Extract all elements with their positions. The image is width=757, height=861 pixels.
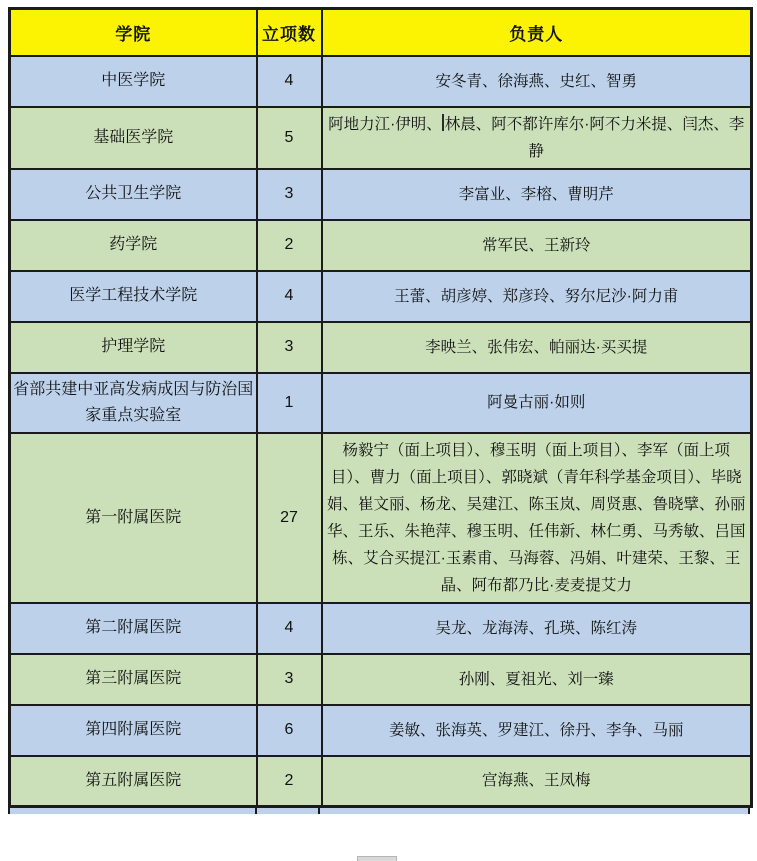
table-row xyxy=(10,603,752,654)
college-cell[interactable]: 第三附属医院 xyxy=(10,654,257,705)
count-cell[interactable]: 1 xyxy=(257,373,322,433)
college-cell[interactable]: 第一附属医院 xyxy=(10,433,257,603)
table-body xyxy=(10,56,752,807)
table-row xyxy=(10,373,752,433)
count-cell[interactable]: 5 xyxy=(257,107,322,169)
persons-cell[interactable]: 孙刚、夏祖光、刘一臻 xyxy=(322,654,752,705)
partial-cell-count xyxy=(257,808,320,814)
persons-text-after-cursor: 林晨、阿不都许库尔·阿不力米提、闫杰、李静 xyxy=(444,115,745,160)
persons-cell[interactable]: 常军民、王新玲 xyxy=(322,220,752,271)
college-cell[interactable]: 中医学院 xyxy=(10,56,257,107)
table-row xyxy=(10,705,752,756)
college-cell[interactable]: 第五附属医院 xyxy=(10,756,257,807)
table-header xyxy=(10,9,752,56)
header-row xyxy=(10,9,752,56)
college-cell[interactable]: 基础医学院 xyxy=(10,107,257,169)
table-row xyxy=(10,654,752,705)
persons-cell[interactable]: 李富业、李榕、曹明芹 xyxy=(322,169,752,220)
table-row xyxy=(10,433,752,603)
persons-text-before-cursor: 阿地力江·伊明、 xyxy=(328,115,442,133)
count-cell[interactable]: 2 xyxy=(257,756,322,807)
table-row xyxy=(10,169,752,220)
column-header-persons[interactable]: 负责人 xyxy=(322,9,752,56)
persons-cell[interactable]: 安冬青、徐海燕、史红、智勇 xyxy=(322,56,752,107)
persons-cell[interactable]: 李映兰、张伟宏、帕丽达·买买提 xyxy=(322,322,752,373)
table-row xyxy=(10,56,752,107)
table-row xyxy=(10,220,752,271)
college-cell[interactable]: 第四附属医院 xyxy=(10,705,257,756)
count-cell[interactable]: 3 xyxy=(257,322,322,373)
count-cell[interactable]: 4 xyxy=(257,56,322,107)
table-row xyxy=(10,756,752,807)
college-cell[interactable]: 第二附属医院 xyxy=(10,603,257,654)
persons-cell[interactable]: 姜敏、张海英、罗建江、徐丹、李争、马丽 xyxy=(322,705,752,756)
partial-cell-college xyxy=(10,808,257,814)
college-cell[interactable]: 医学工程技术学院 xyxy=(10,271,257,322)
count-cell[interactable]: 3 xyxy=(257,654,322,705)
persons-cell[interactable]: 杨毅宁（面上项目）、穆玉明（面上项目）、李军（面上项目）、曹力（面上项目）、郭晓斌（青年科学基金项目）、毕晓娟、崔文丽、杨龙、吴建江、陈玉岚、周贤惠、鲁晓擘、孙丽华、王乐、朱艳萍、穆玉明、任伟新、林仁勇、马秀敏、吕国栋、艾合买提江·玉素甫、马海蓉、冯娟、叶建荣、王黎、王晶、阿布都乃比·麦麦提艾力 xyxy=(322,433,752,603)
persons-cell[interactable]: 王蕾、胡彦婷、郑彦玲、努尔尼沙·阿力甫 xyxy=(322,271,752,322)
college-cell[interactable]: 护理学院 xyxy=(10,322,257,373)
count-cell[interactable]: 4 xyxy=(257,271,322,322)
column-header-college[interactable]: 学院 xyxy=(10,9,257,56)
count-cell[interactable]: 2 xyxy=(257,220,322,271)
count-cell[interactable]: 27 xyxy=(257,433,322,603)
college-cell[interactable]: 药学院 xyxy=(10,220,257,271)
table-row xyxy=(10,322,752,373)
persons-cell[interactable]: 吴龙、龙海涛、孔瑛、陈红涛 xyxy=(322,603,752,654)
table-row xyxy=(10,107,752,169)
persons-cell[interactable] xyxy=(322,107,752,169)
count-cell[interactable]: 3 xyxy=(257,169,322,220)
table-row xyxy=(10,271,752,322)
persons-cell[interactable]: 宫海燕、王凤梅 xyxy=(322,756,752,807)
count-cell[interactable]: 6 xyxy=(257,705,322,756)
projects-table xyxy=(8,7,753,808)
persons-cell[interactable]: 阿曼古丽·如则 xyxy=(322,373,752,433)
partial-cell-persons xyxy=(320,808,748,814)
partial-next-row xyxy=(8,808,750,814)
college-cell[interactable]: 公共卫生学院 xyxy=(10,169,257,220)
count-cell[interactable]: 4 xyxy=(257,603,322,654)
column-header-count[interactable]: 立项数 xyxy=(257,9,322,56)
scrollbar-fragment xyxy=(357,856,397,861)
college-cell[interactable]: 省部共建中亚高发病成因与防治国家重点实验室 xyxy=(10,373,257,433)
